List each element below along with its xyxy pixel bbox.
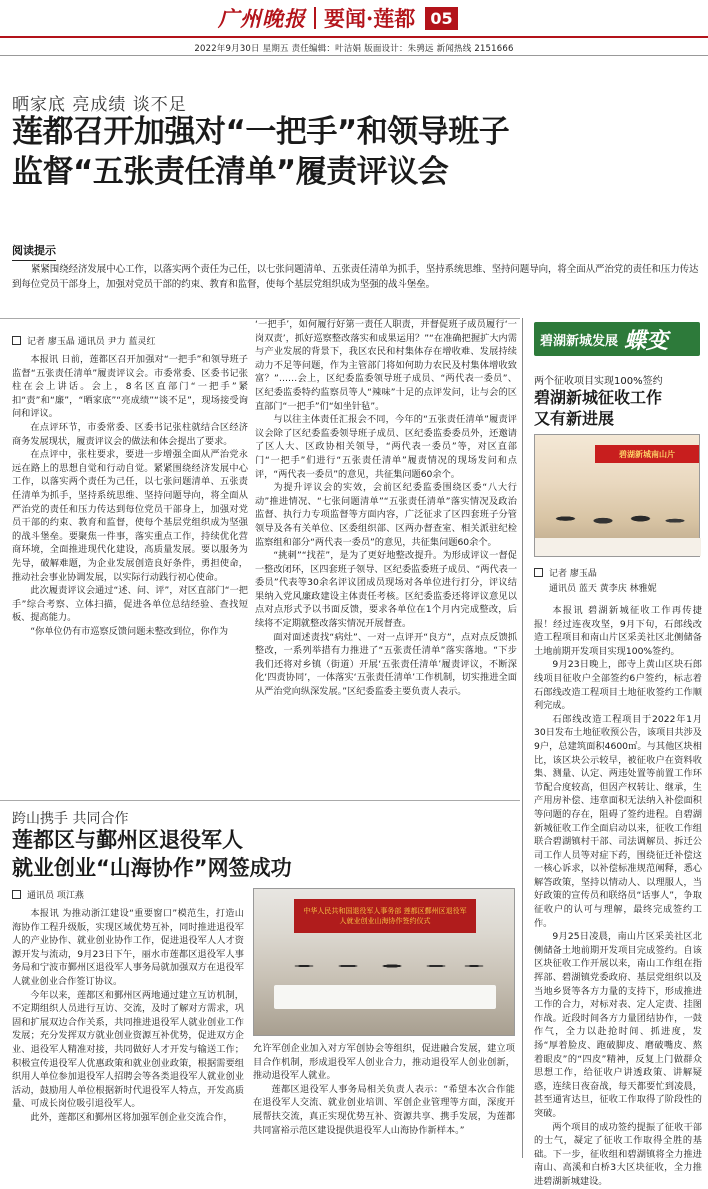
sidebar-banner-text: 碧湖新城发展 xyxy=(540,333,619,349)
paragraph: “挑刺”“找茬”，是为了更好地整改提升。为形成评议一督促一整改闭环，区四套班子领导、区纪委监委班子成员、“两代表一委员”代表等30余名评议团成员现场对各单位进行打分，评议结果纳入党风廉政建设主体责任考核。区纪委监委还将评议意见以点对点形式予以书面反馈，要求各单位在1个月内完成整改，后续将不定期就整改落实情况开展督查。 xyxy=(255,550,518,630)
paragraph: 在点评中，张柱要求，要进一步增强全面从严治党永远在路上的思想自觉和行动自觉。紧紧围绕经济发展中心工作，以落实两个责任为己任，以七张问题清单、五张责任清单为抓手，坚持系统思维、坚持问题导向，将全面从严治党的责任和压力传达到每位党员干部身上，加强对党员干部的约束、教育和监督，使每个基层党组织成为坚强的战斗堡垒。要聚焦一件事，落实重点工作，持续优化营商环境，全面推进现代化建设，高质量发展。要以服务为先导，破解难题，为企业发展创造良好条件，勇担使命，推动社会事业协调发展，以实际行动践行初心使命。 xyxy=(12,449,248,583)
lead-paragraph: 紧紧围绕经济发展中心工作，以落实两个责任为己任，以七张问题清单、五张责任清单为抓手，坚持系统思维、坚持问题导向，将全面从严治党的责任和压力传达到每位党员干部身上，加强对党员干部的约束、教育和监督，使每个基层党组织成为坚强的战斗堡垒。 xyxy=(12,264,699,290)
divider xyxy=(0,800,520,801)
paragraph: 今年以来，莲都区和鄞州区两地通过建立互访机制，不定期组织人员进行互访、交流，及时了解对方需求，巩固和扩展双边合作关系，共同推进退役军人就业创业工作发展；充分发挥双方就业创业资源互补优势，促进双方企业、退役军人精准对接，共同做好人才开发与输送工作；积极宣传退役军人优惠政策和就业创业政策，根据需要组织用人单位参加退役军人招聘会等各类退役军人就业创业活动，鼓励用人单位根据新时代退役军人特点，开发高质量、可成长岗位吸引退役军人。 xyxy=(12,989,244,1110)
paragraph: 9月23日晚上，郎寺上黄山区块石郎线项目征收户全部签约6户签约，标志着石郎线改造工程项目土地征收签约工作顺利完成。 xyxy=(534,659,702,712)
divider xyxy=(0,55,708,56)
paragraph: 本报讯 碧湖新城征收工作再传捷报！经过连夜攻坚，9月下旬，石郎线改造工程项目和南山片区采美社区北侧储备土地前期开发项目实现100%签约。 xyxy=(534,605,702,657)
masthead-divider xyxy=(314,7,316,29)
byline xyxy=(12,334,248,347)
paragraph: 本报讯 为推动浙江建设“重要窗口”模范生，打造山海协作工程升级版，实现区域优势互补，同时推进退役军人的产业协作、就业创业协作工作，促进退役军人人才资源开发与流动，9月23日下午，丽水市莲都区退役军人事务局和宁波市鄞州区退役军人事务局就加强双方在退役军人就业创业合作签订协议。 xyxy=(12,908,244,987)
paragraph: 与以往主体责任汇报会不同，今年的“五张责任清单”履责评议会除了区纪委监委领导班子成员、区纪委监委委员外，还邀请了区人大、区政协相关领导，“两代表一委员”等，对区直部门“一把手”们进行“五张责任清单”履责情况的现场发问和点评，“两代表一委员”的意见，共征集问题60余个。 xyxy=(255,414,517,480)
page-number: 05 xyxy=(425,7,457,30)
byline-text: 记者 廖玉晶 xyxy=(549,569,597,579)
article-column-3 xyxy=(12,888,244,1125)
main-kicker: 晒家底 亮成绩 谈不足 xyxy=(12,95,187,115)
byline-box-icon xyxy=(12,890,21,899)
article-body xyxy=(12,907,244,1125)
sidebar-banner xyxy=(534,322,700,356)
paragraph: 本报讯 日前，莲都区召开加强对“一把手”和领导班子监督“五张责任清单”履责评议会。市委常委、区委书记张柱在会上讲话。会上，8名区直部门“一把手”紧扣“责”和“廉”，“晒家底”“亮成绩”“谈不足”，现场接受询问和评议。 xyxy=(12,354,248,420)
paragraph: 允许军创企业加入对方军创协会等组织，促进融合发展，建立项目合作机制，形成退役军人创业合力，推动退役军人创业创新，推动退役军人就业。 xyxy=(253,1043,515,1082)
article-column-1 xyxy=(12,334,248,638)
paragraph: ‘一把手’，如何履行好第一责任人职责，并督促班子成员履行‘一岗双责’，抓好巡察整改落实和成果运用？”“在准确把握扩大内需与产业发展的背景下，我区农民和村集体存在增收难、发展持续动力不足等问题，作为主管部门将如何助力农民及村集体增收致富？”……会上，区纪委监委领导班子成员、“两代表一委员”、区纪委监委特约监察员等人“辣味”十足的点评发问，让与会的区直部门“一把手”们“如坐针毡”。 xyxy=(255,319,517,412)
byline-box-icon xyxy=(534,568,543,577)
byline-text: 通讯员 蓝天 黄李庆 林雅妮 xyxy=(549,584,657,594)
paragraph: 石郎线改造工程项目于2022年1月30日发布土地征收预公告，该项目共涉及9户，总建筑面积4600㎡。与其他区块相比，该区块公示较早，被征收户在资料收集、测量、认定、两违处置等前置工作环节配合度较高，但因产权转让、继承，生产用房补偿、违章面积无法纳入补偿面积等问题的存在，阻碍了签约进程。自碧湖新城征收工作全面启动以来，征收工作组联合碧湖镇村干部、司法调解员、拆迁公司工作人员等对症下药，围绕征迁补偿这一核心诉求，以补偿标准规范阐释，悉心解答政策，坚持以情动人、以理服人，当好政策的宣传员和联络员“话事人”，争取征收户的认可与理解，最终完成签约工作。 xyxy=(534,713,702,929)
photo-table xyxy=(535,538,701,556)
sidebar-banner-big: 蝶变 xyxy=(624,327,669,354)
sidebar-subtitle: 两个征收项目实现100%签约 xyxy=(534,376,663,387)
sidebar-title xyxy=(534,387,700,429)
paragraph: 此次履责评议会通过“述、问、评”，对区直部门“一把手”综合考察、立体扫描，促进各单位总结经验、查找短板、提高能力。 xyxy=(12,585,248,624)
byline-text: 记者 廖玉晶 通讯员 尹力 蓝灵红 xyxy=(27,337,156,347)
second-headline-line1: 莲都区与鄞州区退役军人 xyxy=(12,828,243,852)
lead-title: 阅读提示 xyxy=(12,242,56,261)
masthead-logo: 广州晚报 xyxy=(218,6,306,31)
second-headline-line2: 就业创业“山海协作”网签成功 xyxy=(12,856,292,880)
paragraph: 莲都区退役军人事务局相关负责人表示：“希望本次合作能在退役军人交流、就业创业培训、军创企业管理等方面，深度开展帮扶交流，真正实现优势互补、资源共享、携手发展，为莲都共同富裕示范区建设提供退役军人山海协作新样本。” xyxy=(253,1083,515,1136)
main-headline-line1: 莲都召开加强对“一把手”和领导班子 xyxy=(12,114,510,150)
sidebar-title-line1: 碧湖新城征收工作 xyxy=(534,388,663,407)
photo-table xyxy=(274,985,496,1009)
article-body xyxy=(12,353,248,638)
second-headline xyxy=(12,826,312,882)
paragraph: 为提升评议会的实效，会前区纪委监委围绕区委“八大行动”推进情况、“七张问题清单”“五张责任清单”落实情况及政治监督、执行力专项监督等方面内容，广泛征求了区四套班子分管领导及各有关单位、区委组织部、区两办督查室、相关派驻纪检监察组和部分“两代表一委员”的意见，共征集问题60余个。 xyxy=(255,482,517,548)
photo-screen: 中华人民共和国退役军人事务部 莲都区鄞州区退役军人就业创业山海协作签约仪式 xyxy=(294,899,476,933)
byline xyxy=(12,888,244,901)
sidebar-byline-row xyxy=(534,566,597,579)
signing-photo xyxy=(253,888,515,1036)
paragraph: “你单位仍有市巡察反馈问题未整改到位，你作为 xyxy=(30,625,229,637)
sidebar-body xyxy=(534,604,702,1189)
masthead xyxy=(0,0,708,38)
main-headline-line2: 监督“五张责任清单”履责评议会 xyxy=(12,154,449,190)
sidebar-byline xyxy=(534,566,700,594)
masthead-section: 要闻·莲都 xyxy=(324,6,416,31)
column-divider xyxy=(522,318,523,1158)
sidebar-photo xyxy=(534,434,700,557)
byline-box-icon xyxy=(12,336,21,345)
paragraph: 两个项目的成功签约提振了征收干部的士气，凝定了征收工作取得全胜的基础。下一步，征收组和碧湖镇将全力推进南山、高溪和白桥3大区块征收，全力推进碧湖新城建设。 xyxy=(534,1121,702,1187)
second-kicker: 跨山携手 共同合作 xyxy=(12,811,129,827)
sidebar-title-line2: 又有新进展 xyxy=(534,409,615,428)
dateline: 2022年9月30日 星期五 责任编辑：叶洁娟 版面设计：朱骋远 新闻热线 2151666 xyxy=(194,44,514,54)
paragraph: 9月25日凌晨，南山片区采美社区北侧储备土地前期开发项目完成签约。自该区块征收工作开展以来，南山工作组在指挥部、碧湖镇党委政府、基层党组织以及当地乡贤等各方力量的支持下，形成推进工作的合力，对标对表、定人定责、挂图作战。近段时间各方力量团结协作，一鼓作气，全力以赴抢时间、抓进度，发扬“厚着脸皮、跑破脚皮、磨破嘴皮、熬着眼皮”的“四皮”精神，反复上门做群众思想工作，给征收户讲透政策、讲解疑惑，连续日夜奋战，每天都要忙到凌晨，甚至通宵达旦，征收工作取得了阶段性的突破。 xyxy=(534,931,702,1119)
byline-text: 通讯员 项江燕 xyxy=(27,891,84,901)
article-column-2 xyxy=(255,318,517,699)
photo-banner: 碧湖新城南山片 xyxy=(595,445,699,463)
paragraph: 在点评环节，市委常委、区委书记张柱就结合区经济商务发展现状，履责评议会的做法和体会提出了要求。 xyxy=(12,421,248,447)
paragraph: 面对面述责找“病灶”、一对一点评开“良方”，点对点反馈抓整改，一系列举措有力推进了“五张责任清单”落实落地。“下步我们还将对乡镇（街道）开展‘五张责任清单’履责评议，不断深化‘四责协同’，一体落实‘五张责任清单’工作机制，切实推进全面从严治党向纵深发展。”区纪委监委主要负责人表示。 xyxy=(255,631,517,698)
article-column-4 xyxy=(253,1042,515,1137)
main-headline xyxy=(12,112,702,192)
photo-people xyxy=(284,949,484,983)
paragraph: 此外，莲都区和鄞州区将加强军创企业交流合作， xyxy=(30,1111,233,1123)
